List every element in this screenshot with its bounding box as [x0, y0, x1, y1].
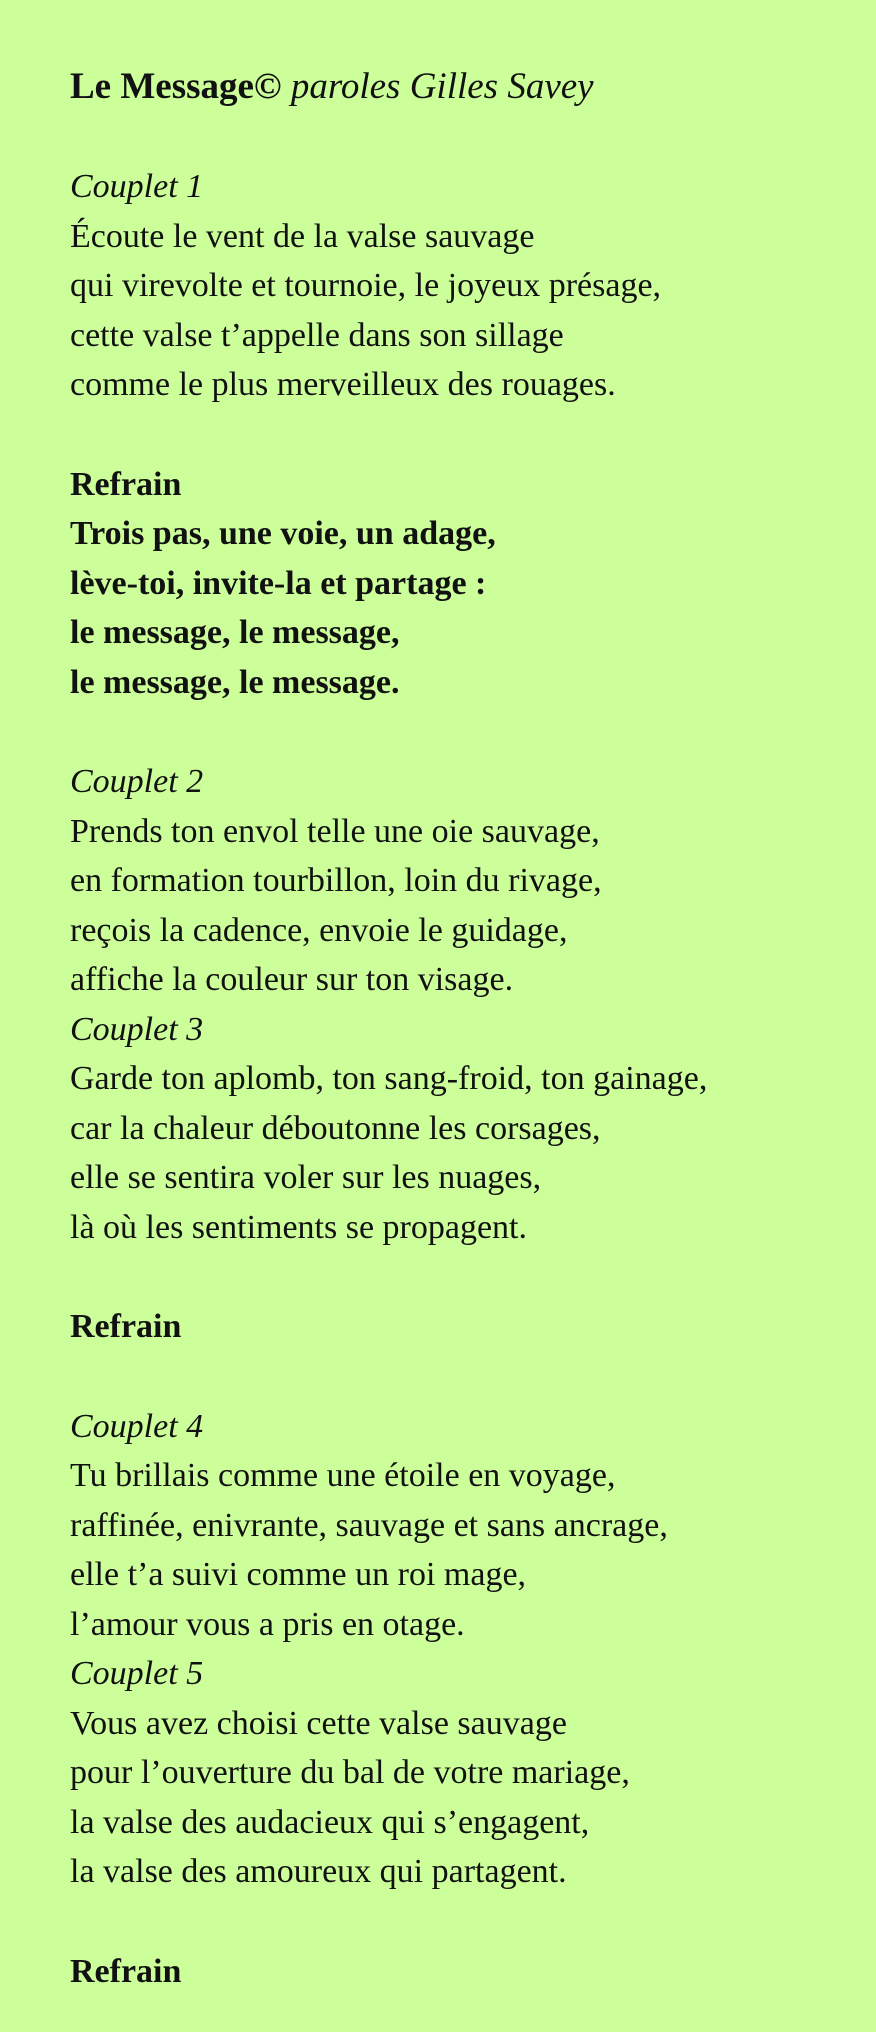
lyric-line: Garde ton aplomb, ton sang-froid, ton gainage,	[70, 1060, 708, 1097]
refrain-line: le message, le message.	[70, 663, 400, 701]
lyric-line: elle se sentira voler sur les nuages,	[70, 1159, 542, 1196]
lyric-line: la valse des audacieux qui s’engagent,	[70, 1803, 590, 1841]
couplet-2	[70, 757, 856, 1005]
lyric-line: raffinée, enivrante, sauvage et sans ancrage,	[70, 1506, 668, 1544]
lyric-line: là où les sentiments se propagent.	[70, 1208, 528, 1246]
song-title-main: Le Message©	[70, 66, 282, 107]
refrain-2	[70, 1302, 856, 1352]
refrain-3	[70, 1947, 856, 1997]
couplet-heading: Couplet 4	[70, 1407, 204, 1445]
lyric-line: l’amour vous a pris en otage.	[70, 1605, 465, 1643]
lyric-line: qui virevolte et tournoie, le joyeux présage,	[70, 267, 662, 304]
refrain-1	[70, 460, 856, 708]
lyric-line: la valse des amoureux qui partagent.	[70, 1853, 567, 1890]
couplet-1	[70, 162, 856, 410]
couplet-3	[70, 1005, 856, 1253]
refrain-line: le message, le message,	[70, 614, 400, 651]
couplet-4	[70, 1402, 856, 1650]
lyric-line: Écoute le vent de la valse sauvage	[70, 217, 535, 255]
lyric-line: car la chaleur déboutonne les corsages,	[70, 1109, 601, 1147]
refrain-heading: Refrain	[70, 1952, 182, 1990]
refrain-heading: Refrain	[70, 1308, 182, 1345]
lyric-line: affiche la couleur sur ton visage.	[70, 961, 514, 998]
lyric-line: cette valse t’appelle dans son sillage	[70, 316, 564, 354]
lyric-line: pour l’ouverture du bal de votre mariage,	[70, 1754, 630, 1791]
lyric-line: en formation tourbillon, loin du rivage,	[70, 862, 602, 899]
refrain-line: Trois pas, une voie, un adage,	[70, 515, 496, 552]
lyric-line: Vous avez choisi cette valse sauvage	[70, 1704, 567, 1742]
song-author: paroles Gilles Savey	[281, 66, 594, 107]
couplet-heading: Couplet 5	[70, 1655, 204, 1692]
couplet-5	[70, 1649, 856, 1897]
refrain-heading: Refrain	[70, 465, 182, 503]
song-title	[70, 62, 856, 112]
couplet-heading: Couplet 3	[70, 1010, 204, 1048]
couplet-heading: Couplet 1	[70, 168, 204, 205]
lyric-line: Tu brillais comme une étoile en voyage,	[70, 1457, 616, 1494]
lyric-line: comme le plus merveilleux des rouages.	[70, 366, 616, 403]
couplet-heading: Couplet 2	[70, 763, 204, 800]
lyric-line: elle t’a suivi comme un roi mage,	[70, 1556, 527, 1593]
lyric-line: Prends ton envol telle une oie sauvage,	[70, 812, 600, 850]
refrain-line: lève-toi, invite-la et partage :	[70, 564, 487, 602]
lyric-line: reçois la cadence, envoie le guidage,	[70, 911, 568, 949]
